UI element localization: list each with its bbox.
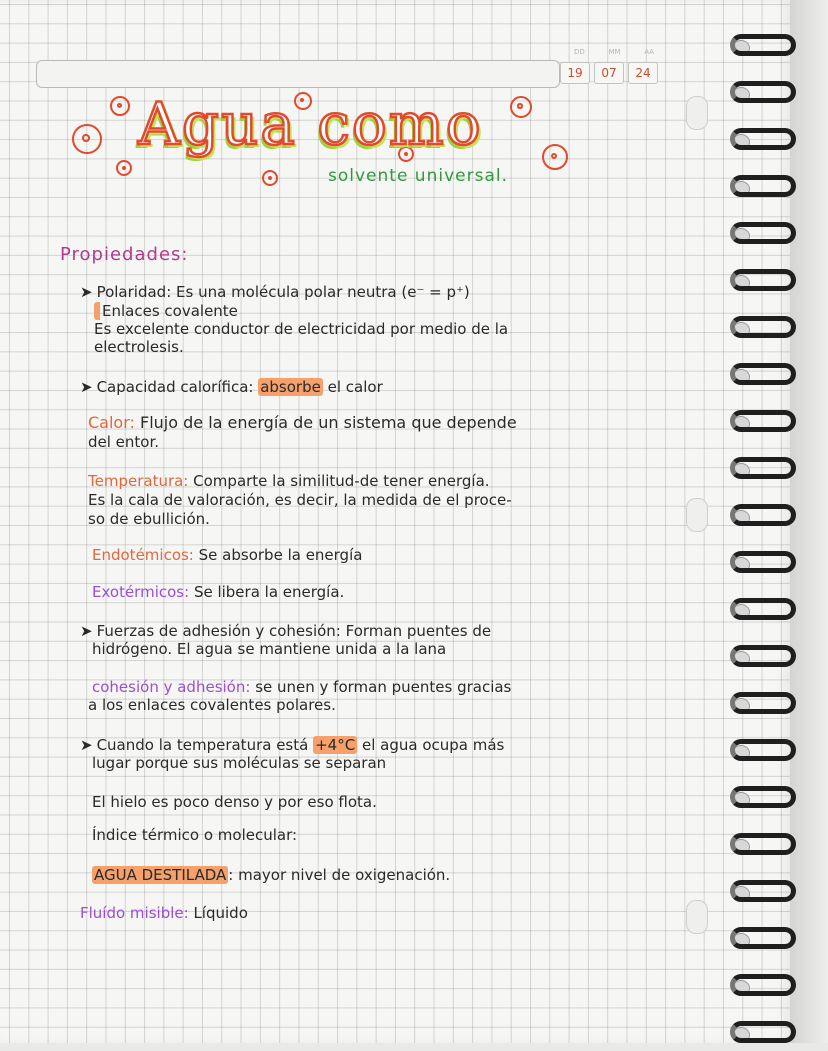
note-line-cuando-1 [80, 736, 504, 754]
note-line-conductor-2 [94, 338, 184, 356]
spiral-ring-icon [730, 786, 828, 816]
spiral-ring-icon [730, 457, 828, 487]
spiral-ring-icon [730, 692, 828, 722]
spiral-ring-icon [730, 833, 828, 863]
text-cohesion-1: se unen y forman puentes gracias [255, 678, 512, 696]
note-line-fuerzas-1 [80, 622, 491, 640]
note-line-temperatura-2 [88, 491, 512, 509]
header-line-box [36, 60, 560, 88]
text-conductor-1: Es excelente conductor de electricidad por medio de la [94, 320, 509, 338]
page-hole-icon [686, 96, 708, 130]
note-line-hielo [92, 793, 377, 811]
date-year: 24 [628, 62, 658, 84]
note-line-cohesion-1 [92, 678, 511, 696]
note-line-fuerzas-2 [92, 640, 446, 658]
text-calor-1: Flujo de la energía de un sistema que depende [140, 413, 517, 432]
bullet-arrow-icon: ➤ [80, 283, 93, 301]
page-subtitle: solvente universal. [328, 166, 508, 186]
highlight-enlaces: Enlaces covalente [94, 302, 240, 320]
bullet-arrow-icon: ➤ [80, 736, 93, 754]
spiral-ring-icon [730, 504, 828, 534]
text-cohesion-2: a los enlaces covalentes polares. [88, 696, 336, 714]
date-label-month: MM [608, 48, 621, 56]
text-exotermicos: Se libera la energía. [193, 583, 345, 601]
ring-wire [730, 410, 796, 432]
text-fluido: Líquido [193, 904, 248, 922]
spiral-ring-icon [730, 269, 828, 299]
ring-wire [730, 833, 796, 855]
note-line-exotermicos [92, 583, 344, 601]
spiral-ring-icon [730, 316, 828, 346]
ring-wire [730, 880, 796, 902]
term-polaridad: Polaridad: [96, 283, 172, 301]
bullet-arrow-icon: ➤ [80, 622, 93, 640]
spiral-ring-icon [730, 34, 828, 64]
ring-wire [730, 175, 796, 197]
spiral-ring-icon [730, 1021, 828, 1051]
note-line-indice [92, 826, 297, 844]
text-cuando-1b: el agua ocupa más [361, 736, 505, 754]
text-temperatura-3: so de ebullición. [88, 510, 210, 528]
note-line-calor-1 [88, 414, 517, 432]
ring-wire [730, 504, 796, 526]
text-fuerzas-1: Fuerzas de adhesión y cohesión: Forman puentes de [96, 622, 492, 640]
text-polaridad: Es una molécula polar neutra (e⁻ = p⁺) [176, 283, 470, 301]
date-label-day: DD [574, 48, 585, 56]
term-endotermicos: Endotémicos: [92, 546, 194, 564]
spiral-ring-icon [730, 739, 828, 769]
date-labels [564, 48, 664, 56]
spiral-ring-icon [730, 927, 828, 957]
term-calor: Calor: [88, 413, 135, 432]
term-capacidad: Capacidad calorífica: [96, 378, 254, 396]
swirl-decoration-icon [116, 160, 132, 176]
spiral-ring-icon [730, 880, 828, 910]
text-cuando-1a: Cuando la temperatura está [96, 736, 309, 754]
note-line-enlaces [94, 302, 240, 320]
note-line-cohesion-2 [88, 696, 336, 714]
page-hole-icon [686, 900, 708, 934]
date-label-year: AA [644, 48, 654, 56]
spiral-ring-icon [730, 222, 828, 252]
ring-wire [730, 128, 796, 150]
ring-wire [730, 551, 796, 573]
ring-wire [730, 645, 796, 667]
note-line-temperatura-1 [88, 472, 490, 490]
ring-wire [730, 222, 796, 244]
text-conductor-2: electrolesis. [94, 338, 184, 356]
ring-wire [730, 974, 796, 996]
spiral-ring-icon [730, 81, 828, 111]
note-line-fluido [80, 904, 248, 922]
ring-wire [730, 927, 796, 949]
spiral-ring-icon [730, 645, 828, 675]
swirl-decoration-icon [110, 96, 130, 116]
note-line-polaridad [80, 283, 470, 301]
spiral-ring-icon [730, 128, 828, 158]
spiral-ring-icon [730, 175, 828, 205]
ring-wire [730, 739, 796, 761]
text-capacidad: el calor [327, 378, 383, 396]
note-line-endotermicos [92, 546, 362, 564]
text-temperatura-2: Es la cala de valoración, es decir, la medida de el proce- [88, 491, 512, 509]
page-title: Agua como [138, 90, 483, 158]
ring-wire [730, 1021, 796, 1043]
text-endotermicos: Se absorbe la energía [198, 546, 363, 564]
spiral-ring-icon [730, 551, 828, 581]
term-fluido: Fluído misible: [80, 904, 189, 922]
note-line-capacidad [80, 378, 383, 396]
spiral-ring-icon [730, 974, 828, 1004]
ring-wire [730, 598, 796, 620]
date-boxes [560, 62, 658, 84]
ring-wire [730, 363, 796, 385]
ring-wire [730, 786, 796, 808]
note-line-calor-2 [88, 433, 159, 451]
note-line-destilada [92, 866, 450, 884]
spiral-ring-icon [730, 410, 828, 440]
spiral-ring-icon [730, 363, 828, 393]
text-cuando-2: lugar porque sus moléculas se separan [92, 754, 387, 772]
text-fuerzas-2: hidrógeno. El agua se mantiene unida a la lana [92, 640, 447, 658]
note-line-conductor-1 [94, 320, 508, 338]
ring-wire [730, 269, 796, 291]
note-line-temperatura-3 [88, 510, 210, 528]
text-calor-2: del entor. [88, 433, 160, 451]
section-heading: Propiedades: [60, 244, 189, 265]
highlight-agua-destilada: AGUA DESTILADA [94, 866, 227, 884]
swirl-decoration-icon [510, 96, 532, 118]
text-destilada: : mayor nivel de oxigenación. [228, 866, 451, 884]
swirl-decoration-icon [542, 144, 568, 170]
text-temperatura-1: Comparte la similitud-de tener energía. [193, 472, 490, 490]
term-cohesion: cohesión y adhesión: [92, 678, 251, 696]
note-line-cuando-2 [92, 754, 386, 772]
ring-wire [730, 316, 796, 338]
ring-wire [730, 457, 796, 479]
term-exotermicos: Exotérmicos: [92, 583, 190, 601]
page-hole-icon [686, 498, 708, 532]
date-month: 07 [594, 62, 624, 84]
ring-wire [730, 692, 796, 714]
swirl-decoration-icon [72, 124, 102, 154]
date-day: 19 [560, 62, 590, 84]
swirl-decoration-icon [262, 170, 278, 186]
text-hielo: El hielo es poco denso y por eso flota. [92, 793, 377, 811]
term-temperatura: Temperatura: [88, 472, 189, 490]
spiral-ring-icon [730, 598, 828, 628]
ring-wire [730, 81, 796, 103]
text-indice: Índice térmico o molecular: [92, 826, 298, 844]
bullet-arrow-icon: ➤ [80, 378, 93, 396]
highlight-absorbe: absorbe [260, 378, 321, 396]
highlight-temperature: +4°C [315, 736, 356, 754]
ring-wire [730, 34, 796, 56]
